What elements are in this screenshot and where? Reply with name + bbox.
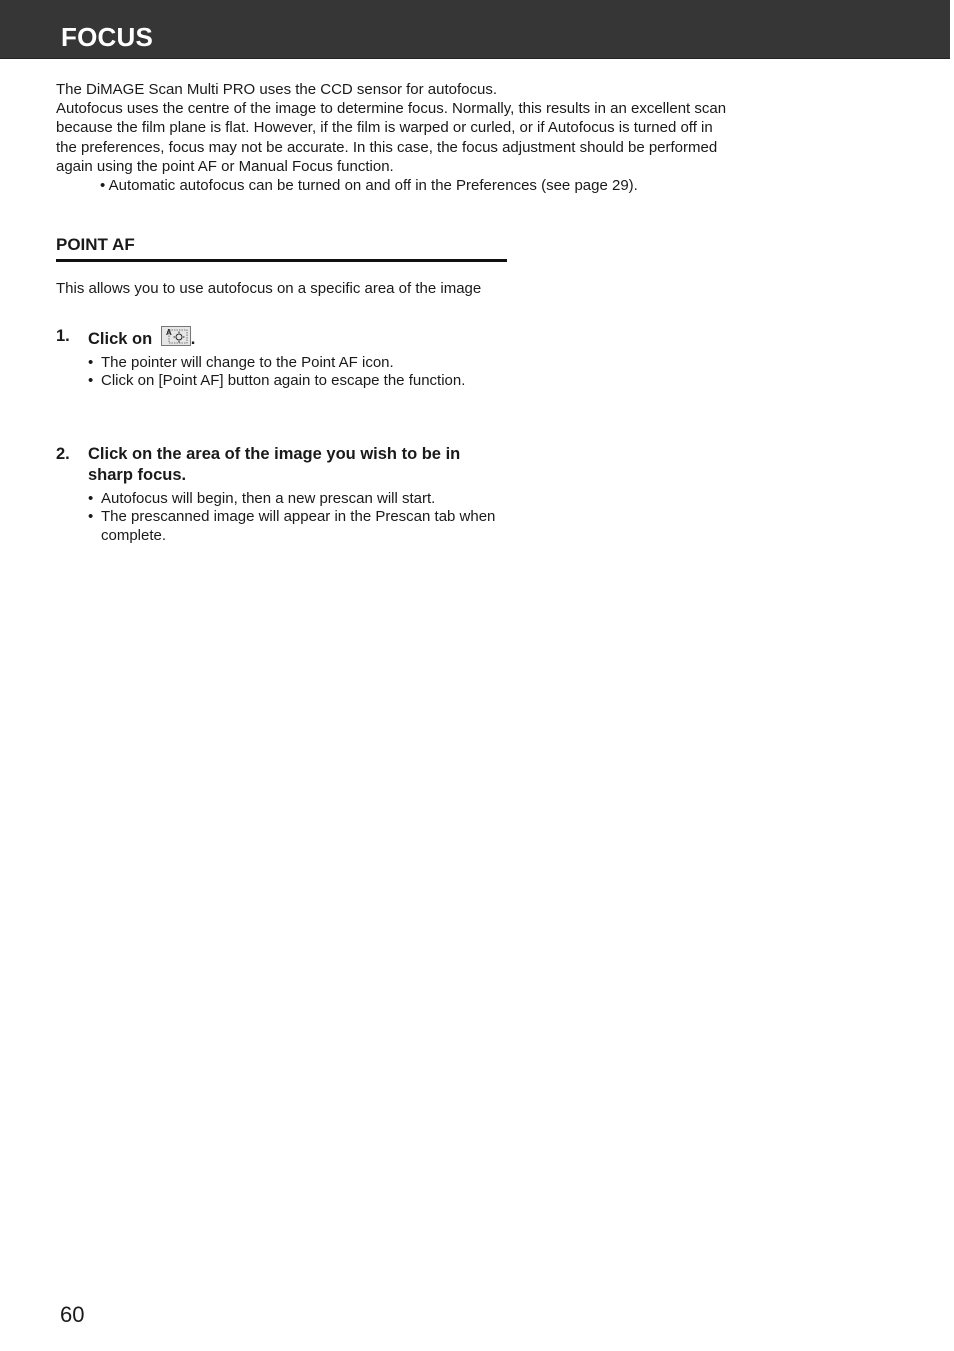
step-1-label: Click on <box>88 330 153 348</box>
step-1-heading <box>56 326 506 350</box>
list-item: • Click on [Point AF] button again to escape the function. <box>88 372 506 390</box>
intro-text <box>56 80 736 195</box>
intro-note: • Automatic autofocus can be turned on and off in the Preferences (see page 29). <box>100 177 638 195</box>
list-item: • The prescanned image will appear in the Prescan tab when complete. <box>88 508 506 545</box>
svg-text:A: A <box>165 328 172 337</box>
step-text: Click on the area of the image you wish to be in sharp focus. <box>88 445 461 484</box>
list-item: • Autofocus will begin, then a new prescan will start. <box>88 490 506 508</box>
step-2-bullets <box>88 490 506 545</box>
step-1-bullets <box>88 354 506 391</box>
step-1-suffix: . <box>190 330 196 348</box>
step-2 <box>56 444 506 545</box>
step-text <box>88 326 506 350</box>
step-2-heading <box>56 444 506 486</box>
intro-line: The DiMAGE Scan Multi PRO uses the CCD sensor for autofocus. <box>56 81 497 98</box>
point-af-icon <box>161 326 191 346</box>
intro-paragraph: Autofocus uses the centre of the image to determine focus. Normally, this results in an excellent scan because the film plane is flat. However, if the film is warped or curled, or if Autofocus is turned off in the preferences, focus may not be accurate. In this case, the focus adjustment should be performed again using the point AF or Manual Focus function. <box>56 100 727 175</box>
section-intro: This allows you to use autofocus on a specific area of the image <box>56 280 482 297</box>
page-number: 60 <box>60 1302 85 1327</box>
list-item: • The pointer will change to the Point AF icon. <box>88 354 506 372</box>
section-heading-point-af: POINT AF <box>56 234 507 262</box>
step-number: 1. <box>56 327 70 345</box>
step-1 <box>56 326 506 391</box>
step-number: 2. <box>56 445 70 463</box>
page-title: FOCUS <box>61 22 153 52</box>
header-bar <box>0 0 950 59</box>
